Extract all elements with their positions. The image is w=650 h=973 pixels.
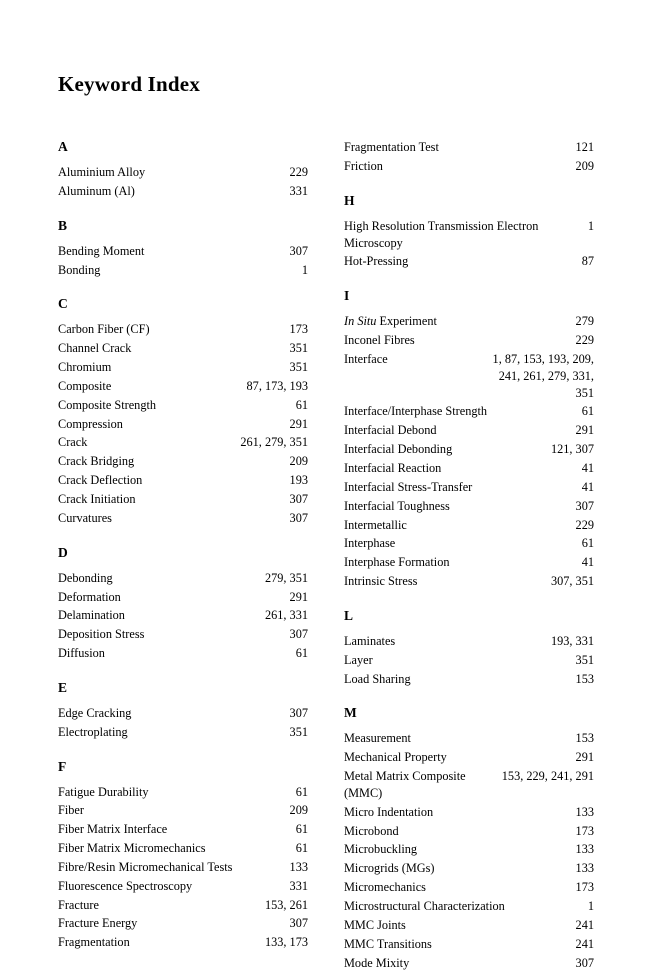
index-entry <box>58 262 308 279</box>
index-entry-term: Micro Indentation <box>344 804 434 819</box>
index-entry-pages: 307 <box>289 510 308 525</box>
index-entry-pages: 291 <box>289 589 308 604</box>
index-entry-pages: 61 <box>295 841 308 856</box>
index-entry-pages: 193, 331 <box>550 633 594 648</box>
index-entry-term: Composite Strength <box>58 397 157 412</box>
index-entry-term: Intermetallic <box>344 517 407 532</box>
index-entry-term: Laminates <box>344 633 396 648</box>
index-entry <box>58 183 308 200</box>
index-entry-term: Mechanical Property <box>344 750 447 765</box>
index-entry-pages: 1, 87, 153, 193, 209, 241, 261, 279, 331, 351 <box>492 351 594 400</box>
index-entry-term: Interface/Interphase Strength <box>344 404 488 419</box>
index-entry-term: Bending Moment <box>58 243 145 258</box>
index-entry-pages: 133 <box>575 842 594 857</box>
index-entry-pages: 291 <box>289 416 308 431</box>
index-entry-pages: 209 <box>575 158 594 173</box>
index-entry-pages: 173 <box>575 880 594 895</box>
index-entry-term: MMC Joints <box>344 917 406 932</box>
index-entry <box>58 434 308 451</box>
index-entry-pages: 351 <box>575 652 594 667</box>
letter-heading-c: C <box>58 296 68 312</box>
index-entry <box>58 934 308 951</box>
index-entry-term: Layer <box>344 652 373 667</box>
index-entry-pages: 153 <box>575 671 594 686</box>
index-entry-term: Fiber Matrix Interface <box>58 822 168 837</box>
index-entry <box>344 730 594 747</box>
index-entry-term: Aluminum (Al) <box>58 183 135 198</box>
index-entry-term: Inconel Fibres <box>344 333 415 348</box>
index-entry <box>344 768 594 802</box>
index-entry-term: Crack <box>58 435 88 450</box>
index-entry-term: Microgrids (MGs) <box>344 861 435 876</box>
index-entry-term: Compression <box>58 416 123 431</box>
left-column <box>58 139 308 973</box>
index-entry <box>58 321 308 338</box>
index-entry-term: In Situ Experiment <box>344 314 437 329</box>
index-entry-term: Bonding <box>58 262 101 277</box>
index-entry <box>58 510 308 527</box>
index-entry-term: Interphase <box>344 536 396 551</box>
index-entry <box>58 724 308 741</box>
index-entry-pages: 307 <box>289 916 308 931</box>
index-entry <box>344 218 594 252</box>
index-entry <box>344 573 594 590</box>
letter-heading-f: F <box>58 758 67 774</box>
index-entry <box>344 479 594 496</box>
index-entry-pages: 1 <box>587 899 594 913</box>
index-entry-pages: 121 <box>575 140 594 154</box>
index-entry-term: Crack Initiation <box>58 491 136 506</box>
index-entry-term: Fracture <box>58 897 99 912</box>
index-entry <box>58 378 308 395</box>
index-entry-term: Composite <box>58 378 112 393</box>
index-entry <box>58 243 308 260</box>
index-entry-term: Interfacial Debond <box>344 423 437 438</box>
index-entry-pages: 61 <box>581 404 594 419</box>
index-entry <box>58 626 308 643</box>
index-entry <box>344 253 594 270</box>
index-entry-term: Debonding <box>58 570 113 585</box>
index-entry <box>58 472 308 489</box>
index-entry-term: Metal Matrix Composite (MMC) <box>344 769 466 800</box>
index-entry-pages: 307 <box>289 243 308 258</box>
index-entry <box>344 823 594 840</box>
index-entry-term: Diffusion <box>58 646 105 661</box>
index-entry-term: Hot-Pressing <box>344 254 409 269</box>
index-entry-term: Fibre/Resin Micromechanical Tests <box>58 859 233 874</box>
index-entry <box>344 332 594 349</box>
index-entry <box>344 860 594 877</box>
index-entry-term: Microbond <box>344 823 399 838</box>
index-entry-pages: 261, 279, 351 <box>240 435 308 450</box>
index-entry <box>344 422 594 439</box>
index-entry-pages: 261, 331 <box>264 608 308 623</box>
index-entry-term: Interfacial Reaction <box>344 460 442 475</box>
index-entry-term: Delamination <box>58 608 125 623</box>
index-entry-pages: 291 <box>575 423 594 438</box>
index-entry <box>344 955 594 972</box>
letter-heading-l: L <box>344 607 354 623</box>
index-entry-pages: 61 <box>295 784 308 799</box>
letter-heading-i: I <box>344 288 350 304</box>
letter-heading-a: A <box>58 139 68 154</box>
index-entry <box>58 878 308 895</box>
index-entry <box>58 340 308 357</box>
index-entry-pages: 241 <box>575 917 594 932</box>
index-entry-pages: 153 <box>575 731 594 746</box>
index-entry-pages: 291 <box>575 750 594 765</box>
index-entry-term: Edge Cracking <box>58 705 132 720</box>
page-title: Keyword Index <box>58 72 201 96</box>
index-entry-pages: 133 <box>575 861 594 876</box>
index-entry-term: Deformation <box>58 589 121 604</box>
index-entry-pages: 133, 173 <box>264 935 308 950</box>
index-entry-term: Interfacial Stress-Transfer <box>344 479 473 494</box>
index-entry-pages: 87 <box>581 254 594 269</box>
index-entry-pages: 209 <box>289 454 308 469</box>
index-entry-pages: 133 <box>575 804 594 819</box>
index-entry-term: Fragmentation <box>58 935 130 950</box>
index-entry <box>344 671 594 688</box>
index-entry <box>58 397 308 414</box>
index-entry-pages: 279 <box>575 314 594 329</box>
index-entry <box>344 879 594 896</box>
index-entry-term: Microstructural Characterization <box>344 899 505 913</box>
index-entry <box>344 158 594 175</box>
index-entry-pages: 229 <box>575 333 594 348</box>
index-entry-term: Intrinsic Stress <box>344 574 418 589</box>
index-entry <box>344 898 594 915</box>
index-entry-pages: 351 <box>289 724 308 739</box>
index-entry <box>344 139 594 156</box>
index-entry-term: Fatigue Durability <box>58 784 149 799</box>
index-entry-term: Micromechanics <box>344 880 426 895</box>
index-entry <box>58 416 308 433</box>
index-entry-pages: 307 <box>289 705 308 720</box>
letter-heading-b: B <box>58 217 68 233</box>
index-entry-term: Carbon Fiber (CF) <box>58 322 150 337</box>
index-entry-pages: 229 <box>575 517 594 532</box>
index-entry-pages: 87, 173, 193 <box>246 378 308 393</box>
index-entry <box>344 403 594 420</box>
index-entry-pages: 279, 351 <box>264 570 308 585</box>
index-entry-pages: 41 <box>581 460 594 475</box>
index-entry <box>58 570 308 587</box>
index-entry-term: Load Sharing <box>344 671 411 686</box>
index-entry <box>344 498 594 515</box>
index-entry <box>344 460 594 477</box>
index-entry <box>344 917 594 934</box>
index-entry-term: Fragmentation Test <box>344 140 439 154</box>
index-entry <box>344 652 594 669</box>
index-entry-term: Crack Deflection <box>58 473 143 488</box>
index-entry <box>58 607 308 624</box>
index-entry-pages: 241 <box>575 936 594 951</box>
index-columns <box>58 139 592 973</box>
index-entry <box>58 491 308 508</box>
index-entry-pages: 307 <box>575 498 594 513</box>
index-entry-pages: 351 <box>289 360 308 375</box>
index-entry-term: Interface <box>344 351 388 366</box>
index-entry-pages: 209 <box>289 803 308 818</box>
index-entry-term: Fracture Energy <box>58 916 138 931</box>
index-entry <box>344 633 594 650</box>
index-entry-term: Crack Bridging <box>58 454 135 469</box>
index-entry-term: Interphase Formation <box>344 555 450 570</box>
index-entry-pages: 193 <box>289 473 308 488</box>
index-entry <box>58 645 308 662</box>
index-entry-pages: 61 <box>295 822 308 837</box>
index-entry-term: Interfacial Toughness <box>344 498 450 513</box>
index-entry <box>58 164 308 181</box>
index-entry-pages: 121, 307 <box>550 442 594 457</box>
index-entry-pages: 1 <box>301 262 308 277</box>
index-entry <box>58 915 308 932</box>
index-entry-pages: 153, 261 <box>264 897 308 912</box>
index-entry-pages: 331 <box>289 878 308 893</box>
index-entry <box>58 705 308 722</box>
index-entry-pages: 41 <box>581 555 594 570</box>
index-entry <box>58 589 308 606</box>
index-entry <box>344 351 594 402</box>
index-entry-term: Fiber Matrix Micromechanics <box>58 841 206 856</box>
index-entry-pages: 61 <box>295 397 308 412</box>
index-entry <box>344 936 594 953</box>
index-entry-pages: 133 <box>289 859 308 874</box>
index-entry-pages: 307 <box>289 627 308 642</box>
index-entry <box>344 554 594 571</box>
index-entry-pages: 307 <box>575 955 594 970</box>
index-entry-pages: 351 <box>289 341 308 356</box>
index-entry <box>58 840 308 857</box>
index-entry-pages: 173 <box>289 322 308 337</box>
letter-heading-h: H <box>344 192 355 208</box>
index-entry-pages: 307 <box>289 491 308 506</box>
right-column <box>344 139 594 973</box>
index-entry <box>344 517 594 534</box>
letter-heading-m: M <box>344 705 357 721</box>
index-entry-pages: 61 <box>581 536 594 551</box>
index-entry <box>58 784 308 801</box>
index-entry-pages: 153, 229, 241, 291 <box>501 769 594 784</box>
index-entry-term: MMC Transitions <box>344 936 432 951</box>
index-entry <box>344 749 594 766</box>
index-entry <box>58 453 308 470</box>
index-entry-term: Chromium <box>58 360 112 375</box>
index-entry <box>344 313 594 330</box>
index-entry-term: Fluorescence Spectroscopy <box>58 878 193 893</box>
index-entry-term: Channel Crack <box>58 341 132 356</box>
index-entry-pages: 331 <box>289 183 308 198</box>
index-entry <box>58 802 308 819</box>
index-entry-term: Deposition Stress <box>58 627 145 642</box>
index-entry-pages: 41 <box>581 479 594 494</box>
index-entry-term: Measurement <box>344 731 411 746</box>
index-entry-term: Interfacial Debonding <box>344 442 453 457</box>
index-entry-term: Curvatures <box>58 510 112 525</box>
index-entry-term: Friction <box>344 158 383 173</box>
index-entry <box>58 359 308 376</box>
index-entry <box>58 859 308 876</box>
index-entry <box>344 535 594 552</box>
index-entry-term: Fiber <box>58 803 84 818</box>
index-entry <box>58 821 308 838</box>
index-entry-pages: 229 <box>289 165 308 179</box>
index-entry-pages: 173 <box>575 823 594 838</box>
letter-heading-e: E <box>58 679 68 695</box>
index-entry-term: Microbuckling <box>344 842 418 857</box>
index-entry-term: Aluminium Alloy <box>58 165 146 179</box>
index-entry-pages: 61 <box>295 646 308 661</box>
index-entry-term: Electroplating <box>58 724 128 739</box>
index-entry-term: High Resolution Transmission Electron Microscopy <box>344 218 539 250</box>
index-entry-pages: 1 <box>587 218 594 233</box>
index-entry-term: Mode Mixity <box>344 955 410 970</box>
index-entry <box>344 804 594 821</box>
index-entry <box>344 841 594 858</box>
index-entry <box>58 897 308 914</box>
letter-heading-d: D <box>58 544 68 560</box>
index-entry-pages: 307, 351 <box>550 574 594 589</box>
index-entry <box>344 441 594 458</box>
